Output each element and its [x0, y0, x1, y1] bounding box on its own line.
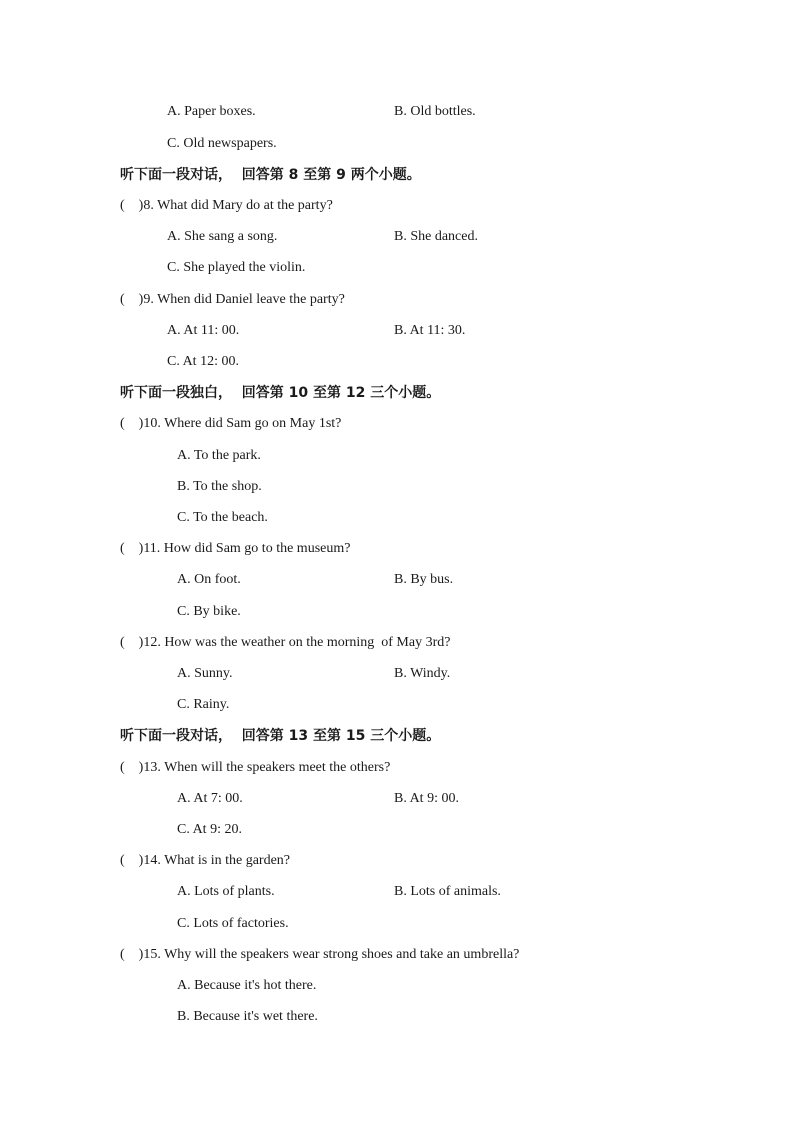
question-14: ( )14. What is in the garden? [120, 853, 291, 868]
option-a: A. At 11: 00. [167, 323, 240, 338]
option-b: B. Windy. [394, 666, 451, 681]
option-c: C. Old newspapers. [167, 136, 277, 151]
question-10: ( )10. Where did Sam go on May 1st? [120, 416, 342, 431]
option-a: A. Paper boxes. [167, 104, 256, 119]
option-a: A. Because it's hot there. [177, 978, 317, 993]
option-b: B. At 11: 30. [394, 323, 466, 338]
option-c: C. She played the violin. [167, 260, 306, 275]
option-b: B. At 9: 00. [394, 791, 459, 806]
option-c: C. To the beach. [177, 510, 268, 525]
option-c: C. By bike. [177, 604, 241, 619]
option-c: C. At 9: 20. [177, 822, 242, 837]
question-11: ( )11. How did Sam go to the museum? [120, 541, 351, 556]
section-heading: 听下面一段对话， 回答第 13 至第 15 三个小题。 [120, 728, 441, 744]
option-b: B. She danced. [394, 229, 478, 244]
section-heading: 听下面一段对话， 回答第 8 至第 9 两个小题。 [120, 167, 421, 183]
option-a: A. To the park. [177, 448, 261, 463]
option-b: B. Lots of animals. [394, 884, 501, 899]
option-a: A. On foot. [177, 572, 241, 587]
question-12: ( )12. How was the weather on the morning of May 3rd? [120, 635, 451, 650]
option-a: A. At 7: 00. [177, 791, 243, 806]
question-15: ( )15. Why will the speakers wear strong shoes and take an umbrella? [120, 947, 520, 962]
option-b: B. By bus. [394, 572, 454, 587]
option-c: C. Rainy. [177, 697, 230, 712]
option-c: C. At 12: 00. [167, 354, 239, 369]
question-8: ( )8. What did Mary do at the party? [120, 198, 333, 213]
section-heading: 听下面一段独白， 回答第 10 至第 12 三个小题。 [120, 385, 441, 401]
option-b: B. To the shop. [177, 479, 262, 494]
option-b: B. Because it's wet there. [177, 1009, 318, 1024]
question-13: ( )13. When will the speakers meet the others? [120, 760, 391, 775]
option-a: A. She sang a song. [167, 229, 278, 244]
question-9: ( )9. When did Daniel leave the party? [120, 292, 345, 307]
option-a: A. Sunny. [177, 666, 233, 681]
option-a: A. Lots of plants. [177, 884, 275, 899]
option-c: C. Lots of factories. [177, 916, 289, 931]
option-b: B. Old bottles. [394, 104, 476, 119]
